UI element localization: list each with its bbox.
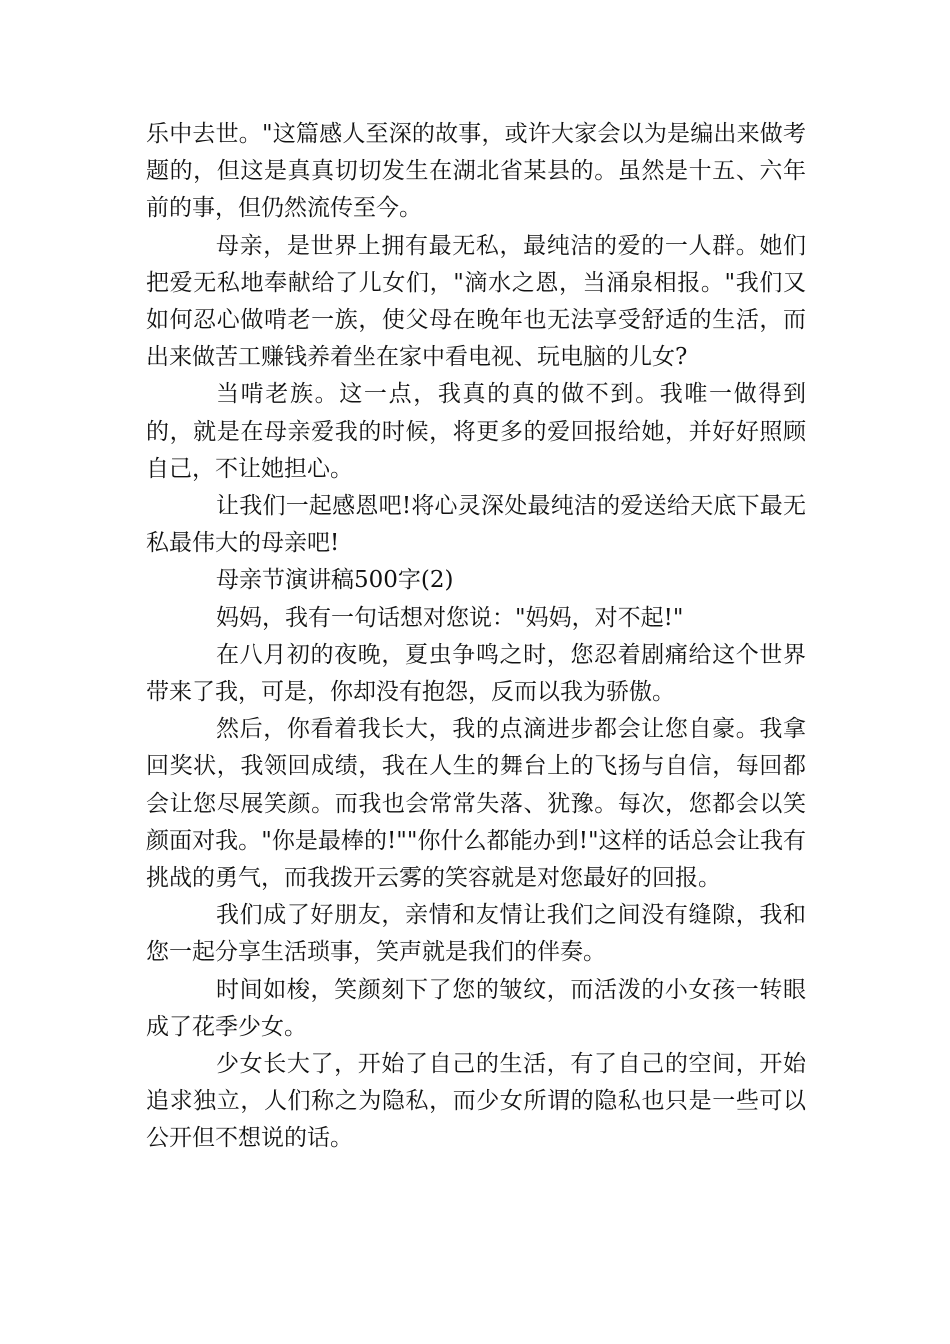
document-body: [146, 116, 806, 1158]
paragraph-time-passes: 时间如梭，笑颜刻下了您的皱纹，而活泼的小女孩一转眼成了花季少女。: [146, 976, 806, 1040]
paragraph-independence: 少女长大了，开始了自己的生活，有了自己的空间，开始追求独立，人们称之为隐私，而少女所谓的隐私也只是一些可以公开但不想说的话。: [146, 1051, 806, 1152]
paragraph-growing-up: 然后，你看着我长大，我的点滴进步都会让您自豪。我拿回奖状，我领回成绩，我在人生的舞台上的飞扬与自信，每回都会让您尽展笑颜。而我也会常常失落、犹豫。每次，您都会以笑颜面对我。"你是最棒的!""你什么都能办到!"这样的话总会让我有挑战的勇气，而我拨开云雾的笑容就是对您最好的回报。: [146, 716, 806, 892]
paragraph-friends: 我们成了好朋友，亲情和友情让我们之间没有缝隙，我和您一起分享生活琐事，笑声就是我们的伴奏。: [146, 902, 806, 966]
section-heading: 母亲节演讲稿500字(2): [216, 567, 454, 594]
paragraph-not-freeloader: 当啃老族。这一点，我真的真的做不到。我唯一做得到的，就是在母亲爱我的时候，将更多的爱回报给她，并好好照顾自己，不让她担心。: [146, 381, 806, 482]
paragraph-apology: 妈妈，我有一句话想对您说："妈妈，对不起!": [216, 604, 684, 631]
paragraph-gratitude-call: 让我们一起感恩吧!将心灵深处最纯洁的爱送给天底下最无私最伟大的母亲吧!: [146, 493, 806, 557]
paragraph-birth: 在八月初的夜晚，夏虫争鸣之时，您忍着剧痛给这个世界带来了我，可是，你却没有抱怨，反而以我为骄傲。: [146, 641, 806, 706]
paragraph-continuation: 乐中去世。"这篇感人至深的故事，或许大家会以为是编出来做考题的，但这是真真切切发生在湖北省某县的。虽然是十五、六年前的事，但仍然流传至今。: [146, 121, 806, 222]
paragraph-mother-selfless-love: 母亲，是世界上拥有最无私，最纯洁的爱的一人群。她们把爱无私地奉献给了儿女们，"滴水之恩，当涌泉相报。"我们又如何忍心做啃老一族，使父母在晚年也无法享受舒适的生活，而出来做苦工赚钱养着坐在家中看电视、玩电脑的儿女?: [146, 232, 806, 371]
